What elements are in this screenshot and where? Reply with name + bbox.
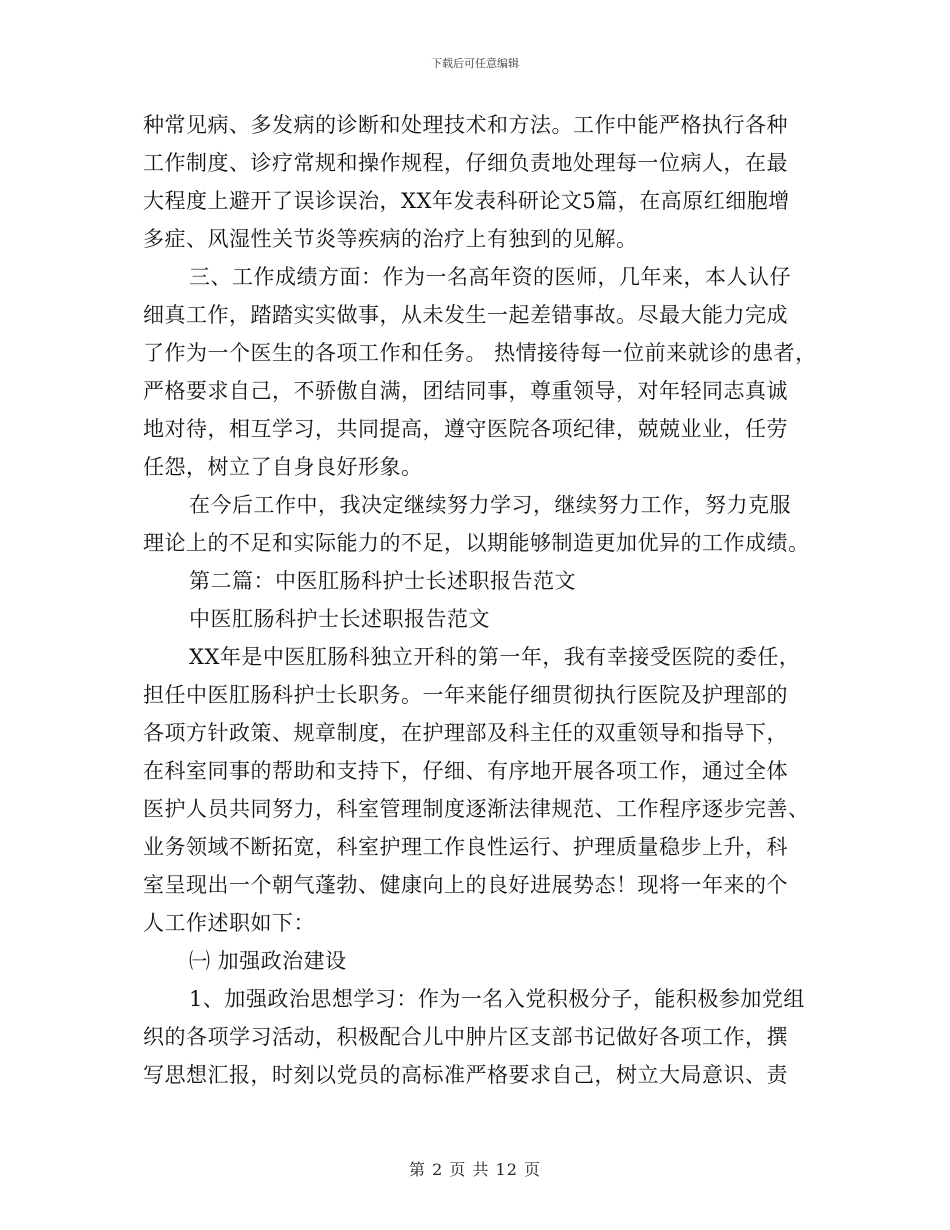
text-line: 织的各项学习活动，积极配合儿中肿片区支部书记做好各项工作，撰 — [143, 1025, 788, 1049]
text-line: 工作制度、诊疗常规和操作规程，仔细负责地处理每一位病人，在最 — [143, 151, 788, 175]
text-line: 在科室同事的帮助和支持下，仔细、有序地开展各项工作，通过全体 — [143, 759, 788, 783]
text-line: 写思想汇报，时刻以党员的高标准严格要求自己，树立大局意识、责 — [143, 1063, 788, 1087]
section-title: 中医肛肠科护士长述职报告范文 — [189, 607, 490, 631]
text-line: 地对待，相互学习，共同提高，遵守医院各项纪律，兢兢业业，任劳 — [143, 417, 788, 441]
text-line: 任怨，树立了自身良好形象。 — [143, 455, 423, 479]
text-line: 业务领域不断拓宽，科室护理工作良性运行、护理质量稳步上升，科 — [143, 835, 788, 859]
section-heading: 第二篇：中医肛肠科护士长述职报告范文 — [189, 569, 576, 593]
text-line: 了作为一个医生的各项工作和任务。 热情接待每一位前来就诊的患者， — [143, 341, 817, 365]
text-line: 室呈现出一个朝气蓬勃、健康向上的良好进展势态！现将一年来的个 — [143, 873, 788, 897]
text-line: 1、加强政治思想学习：作为一名入党积极分子，能积极参加党组 — [189, 987, 805, 1011]
page-footer: 第 2 页 共 12 页 — [409, 1160, 541, 1179]
text-line: 细真工作，踏踏实实做事，从未发生一起差错事故。尽最大能力完成 — [143, 303, 788, 327]
text-line: 各项方针政策、规章制度，在护理部及科主任的双重领导和指导下， — [143, 721, 788, 745]
text-line: 多症、风湿性关节炎等疾病的治疗上有独到的见解。 — [143, 227, 638, 251]
text-line: 理论上的不足和实际能力的不足，以期能够制造更加优异的工作成绩。 — [143, 531, 810, 555]
text-line: 严格要求自己，不骄傲自满，团结同事，尊重领导，对年轻同志真诚 — [143, 379, 788, 403]
page-header-note: 下载后可任意编辑 — [431, 57, 519, 70]
text-line: 大程度上避开了误诊误治，XX年发表科研论文5篇，在高原红细胞增 — [143, 189, 790, 213]
text-line: XX年是中医肛肠科独立开科的第一年，我有幸接受医院的委任， — [189, 645, 801, 669]
text-line: 人工作述职如下： — [143, 911, 315, 935]
text-line: 医护人员共同努力，科室管理制度逐渐法律规范、工作程序逐步完善、 — [143, 797, 810, 821]
subsection-heading: ㈠ 加强政治建设 — [189, 949, 347, 973]
text-line: 种常见病、多发病的诊断和处理技术和方法。工作中能严格执行各种 — [143, 113, 788, 137]
text-line: 担任中医肛肠科护士长职务。一年来能仔细贯彻执行医院及护理部的 — [143, 683, 788, 707]
text-line: 在今后工作中，我决定继续努力学习，继续努力工作，努力克服 — [189, 493, 791, 517]
text-line: 三、工作成绩方面：作为一名高年资的医师，几年来，本人认仔 — [189, 265, 791, 289]
